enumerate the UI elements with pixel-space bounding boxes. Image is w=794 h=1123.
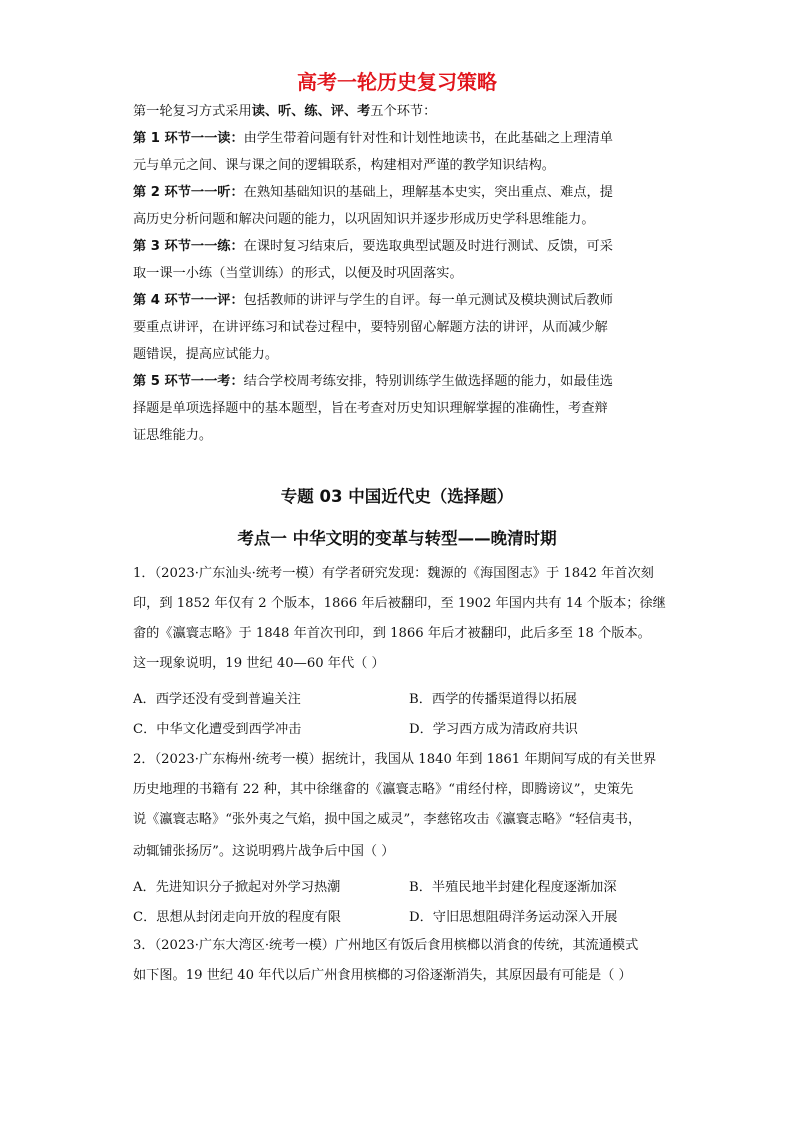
intro-line — [133, 103, 436, 121]
step-4-line-3: 题错误，提高应试能力。 — [133, 347, 279, 362]
step-label: 第 3 环节一一练： — [133, 239, 244, 254]
step-text: 包括教师的讲评与学生的自评。每一单元测试及模块测试后教师 — [243, 293, 613, 308]
step-text: 由学生带着问题有针对性和计划性地读书，在此基础之上理清单 — [243, 131, 613, 146]
topic-heading: 专题 03 中国近代史（选择题） — [280, 487, 514, 506]
question-3-line-1: 3．（2023·广东大湾区·统考一模）广州地区有饭后食用槟榔以消食的传统，其流通模式 — [133, 938, 639, 953]
step-2-line-1 — [133, 184, 613, 202]
step-4-line-2: 要重点讲评，在讲评练习和试卷过程中，要特别留心解题方法的讲评，从而减少解 — [133, 320, 608, 335]
question-1-option-a: A．西学还没有受到普遍关注 — [133, 692, 301, 707]
step-text: 结合学校周考练安排，特别训练学生做选择题的能力，如最佳选 — [243, 374, 613, 389]
question-1-option-c: C．中华文化遭受到西学冲击 — [133, 722, 302, 737]
question-1-line-4: 这一现象说明，19 世纪 40—60 年代（ ） — [133, 656, 385, 671]
question-1-option-b: B．西学的传播渠道得以拓展 — [409, 692, 577, 707]
question-2-line-1: 2．（2023·广东梅州·统考一模）据统计，我国从 1840 年到 1861 年期间写成的有关世界 — [133, 752, 657, 767]
step-label: 第 1 环节一一读： — [133, 131, 244, 146]
question-2-option-b: B．半殖民地半封建化程度逐渐加深 — [409, 880, 617, 895]
step-label: 第 5 环节一一考： — [133, 374, 244, 389]
question-1-line-3: 畲的《瀛寰志略》于 1848 年首次刊印，到 1866 年后才被翻印，此后多至 18 个版本。 — [133, 626, 651, 641]
step-1-line-1 — [133, 130, 613, 148]
intro-prefix: 第一轮复习方式采用 — [133, 104, 252, 119]
intro-suffix: 五个环节： — [370, 104, 437, 119]
step-label: 第 4 环节一一评： — [133, 293, 244, 308]
question-1-option-d: D．学习西方成为清政府共识 — [409, 722, 578, 737]
page-title: 高考一轮历史复习策略 — [297, 70, 497, 94]
step-5-line-1 — [133, 373, 613, 391]
step-5-line-2: 择题是单项选择题中的基本题型，旨在考查对历史知识理解掌握的准确性，考查辩 — [133, 401, 608, 416]
step-text: 在课时复习结束后，要选取典型试题及时进行测试、反馈，可采 — [243, 239, 613, 254]
question-3-line-2: 如下图。19 世纪 40 年代以后广州食用槟榔的习俗逐渐消失，其原因最有可能是（ ） — [133, 968, 632, 983]
question-2-line-2: 历史地理的书籍有 22 种，其中徐继畲的《瀛寰志略》“甫经付梓，即腾谤议”，史策先 — [133, 782, 634, 797]
intro-bold: 读、听、练、评、考 — [251, 104, 371, 119]
question-1-line-1: 1．（2023·广东汕头·统考一模）有学者研究发现：魏源的《海国图志》于 1842 年首次刻 — [133, 566, 654, 581]
step-2-line-2: 高历史分析问题和解决问题的能力，以巩固知识并逐步形成历史学科思维能力。 — [133, 212, 595, 227]
question-1-line-2: 印，到 1852 年仅有 2 个版本，1866 年后被翻印，至 1902 年国内共有 14 个版本；徐继 — [133, 596, 666, 611]
point-heading: 考点一 中华文明的变革与转型——晚清时期 — [237, 529, 557, 548]
step-label: 第 2 环节一一听： — [133, 185, 244, 200]
question-2-option-c: C．思想从封闭走向开放的程度有限 — [133, 910, 341, 925]
question-2-option-a: A．先进知识分子掀起对外学习热潮 — [133, 880, 341, 895]
step-4-line-1 — [133, 292, 613, 310]
question-2-line-3: 说《瀛寰志略》“张外夷之气焰，损中国之威灵”，李慈铭攻击《瀛寰志略》“轻信夷书， — [133, 812, 642, 827]
step-1-line-2: 元与单元之间、课与课之间的逻辑联系，构建相对严谨的教学知识结构。 — [133, 158, 555, 173]
question-2-line-4: 动辄铺张扬厉”。这说明鸦片战争后中国（ ） — [133, 844, 395, 859]
step-text: 在熟知基础知识的基础上，理解基本史实，突出重点、难点，提 — [243, 185, 613, 200]
step-5-line-3: 证思维能力。 — [133, 428, 213, 443]
question-2-option-d: D．守旧思想阻碍洋务运动深入开展 — [409, 910, 618, 925]
step-3-line-1 — [133, 238, 613, 256]
step-3-line-2: 取一课一小练（当堂训练）的形式，以便及时巩固落实。 — [133, 266, 463, 281]
